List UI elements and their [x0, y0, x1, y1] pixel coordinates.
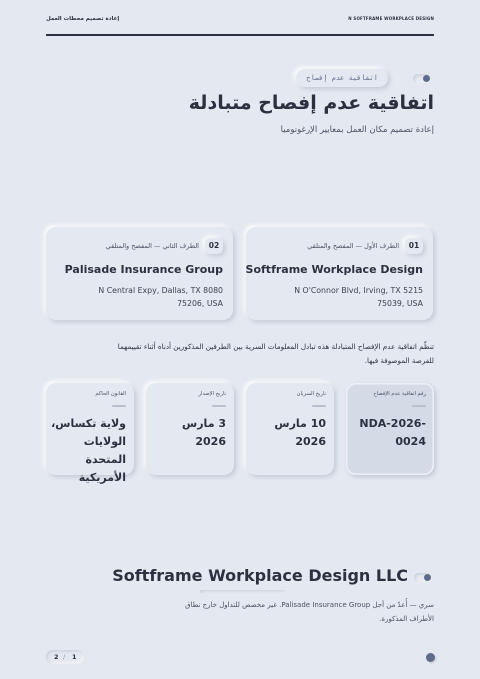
intro-paragraph: تنظّم اتفاقية عدم الإفصاح المتبادلة هذه تبادل المعلومات السرية بين الطرفين المذكورين أدناه أثناء تقييمهما للفرصة الموصوفة فيها. — [117, 342, 434, 365]
party-number-badge: 01 — [405, 238, 423, 254]
party-card-first — [246, 227, 433, 320]
party-number-badge: 02 — [205, 238, 223, 254]
footer-underline — [200, 590, 285, 593]
header-project-title: إعادة تصميم محطات العمل — [46, 16, 120, 22]
detail-value: 10 مارس 2026 — [274, 417, 326, 448]
document-subtitle: إعادة تصميم مكان العمل بمعايير الإرغونوميا — [280, 125, 434, 135]
confidentiality-note: سري — أُعدّ من أجل Palisade Insurance Group. غير مخصص للتداول خارج نطاق الأطراف المذكورة. — [185, 601, 434, 623]
page-current: 1 — [72, 653, 77, 661]
party-name: Palisade Insurance Group — [64, 263, 223, 276]
detail-card-effective-date — [246, 383, 334, 475]
detail-label: تاريخ الإصدار — [198, 391, 226, 397]
detail-divider — [212, 405, 226, 407]
detail-value: NDA-2026-0024 — [359, 417, 426, 448]
document-type-pill: اتفاقية عدم إفصاح — [296, 69, 388, 87]
detail-divider — [112, 405, 126, 407]
page-total: 2 — [54, 653, 59, 661]
detail-divider — [412, 405, 426, 407]
party-name: Softframe Workplace Design — [245, 263, 423, 276]
toggle-icon — [414, 573, 432, 582]
party-card-second — [46, 227, 233, 320]
detail-card-governing-law — [46, 383, 134, 484]
party-address: N Central Expy, Dallas, TX 8080 75206, USA — [98, 286, 223, 308]
party-label: الطرف الثاني — المفصح والمتلقي — [105, 242, 199, 250]
toggle-icon — [413, 74, 431, 83]
document-title: اتفاقية عدم إفصاح متبادلة — [188, 92, 434, 114]
page-separator: / — [63, 653, 66, 661]
header-company: N SOFTFRAME WORKPLACE DESIGN — [348, 16, 434, 21]
detail-label: تاريخ السريان — [296, 391, 326, 397]
detail-divider — [312, 405, 326, 407]
detail-card-issue-date — [146, 383, 234, 475]
party-label: الطرف الأول — المفصح والمتلقي — [307, 242, 399, 250]
footer-company-name: Softframe Workplace Design LLC — [112, 566, 408, 585]
detail-value: 3 مارس 2026 — [182, 417, 226, 448]
page-indicator — [46, 650, 84, 664]
detail-card-nda-number — [346, 383, 434, 475]
header-rule — [46, 34, 434, 36]
party-address: N O'Connor Blvd, Irving, TX 5215 75039, USA — [294, 286, 423, 308]
toggle-knob — [424, 574, 431, 581]
decorative-dot-icon — [426, 653, 435, 662]
detail-value: ولاية تكساس، الولايات المتحدة الأمريكية — [51, 417, 126, 484]
detail-label: رقم اتفاقية عدم الإفصاح — [373, 391, 426, 397]
toggle-knob — [423, 75, 430, 82]
detail-label: القانون الحاكم — [95, 391, 126, 397]
